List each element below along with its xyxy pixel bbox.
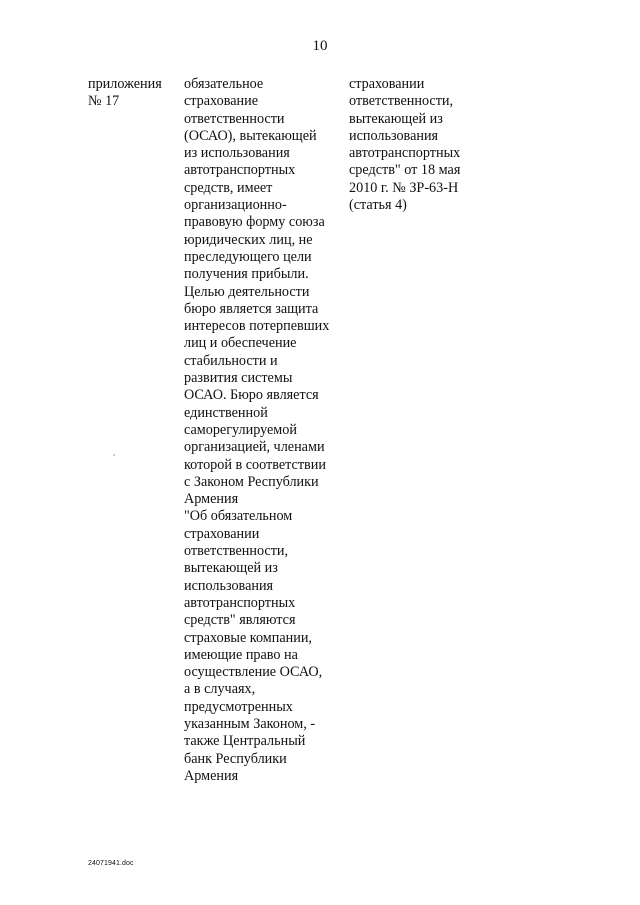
table-cell-legal-basis: страховании ответственности, вытекающей из использования автотранспортных средств" от 18 мая 2010 г. № ЗР-63-Н (статья 4) xyxy=(349,76,461,214)
page-number: 10 xyxy=(312,38,328,54)
table-cell-reference: приложения № 17 xyxy=(88,76,162,110)
scan-speck xyxy=(113,454,115,456)
table-cell-description: обязательное страхование ответственности (ОСАО), вытекающей из использования автотранспортных средств, имеет организационно- правовую форму союза юридических лиц, не преследующего цели получения прибыли. Целью деятельности бюро является защита интересов потерпевших лиц и обеспечение стабильности и развития системы ОСАО. Бюро является единственной саморегулируемой организацией, членами которой в соответствии с Законом Республики Армения "Об обязательном страховании ответственности, вытекающей из использования автотранспортных средств" являются страховые компании, имеющие право на осуществление ОСАО, а в случаях, предусмотренных указанным Законом, - также Центральный банк Республики Армения xyxy=(184,76,330,784)
footer-filename: 24071941.doc xyxy=(88,860,134,867)
